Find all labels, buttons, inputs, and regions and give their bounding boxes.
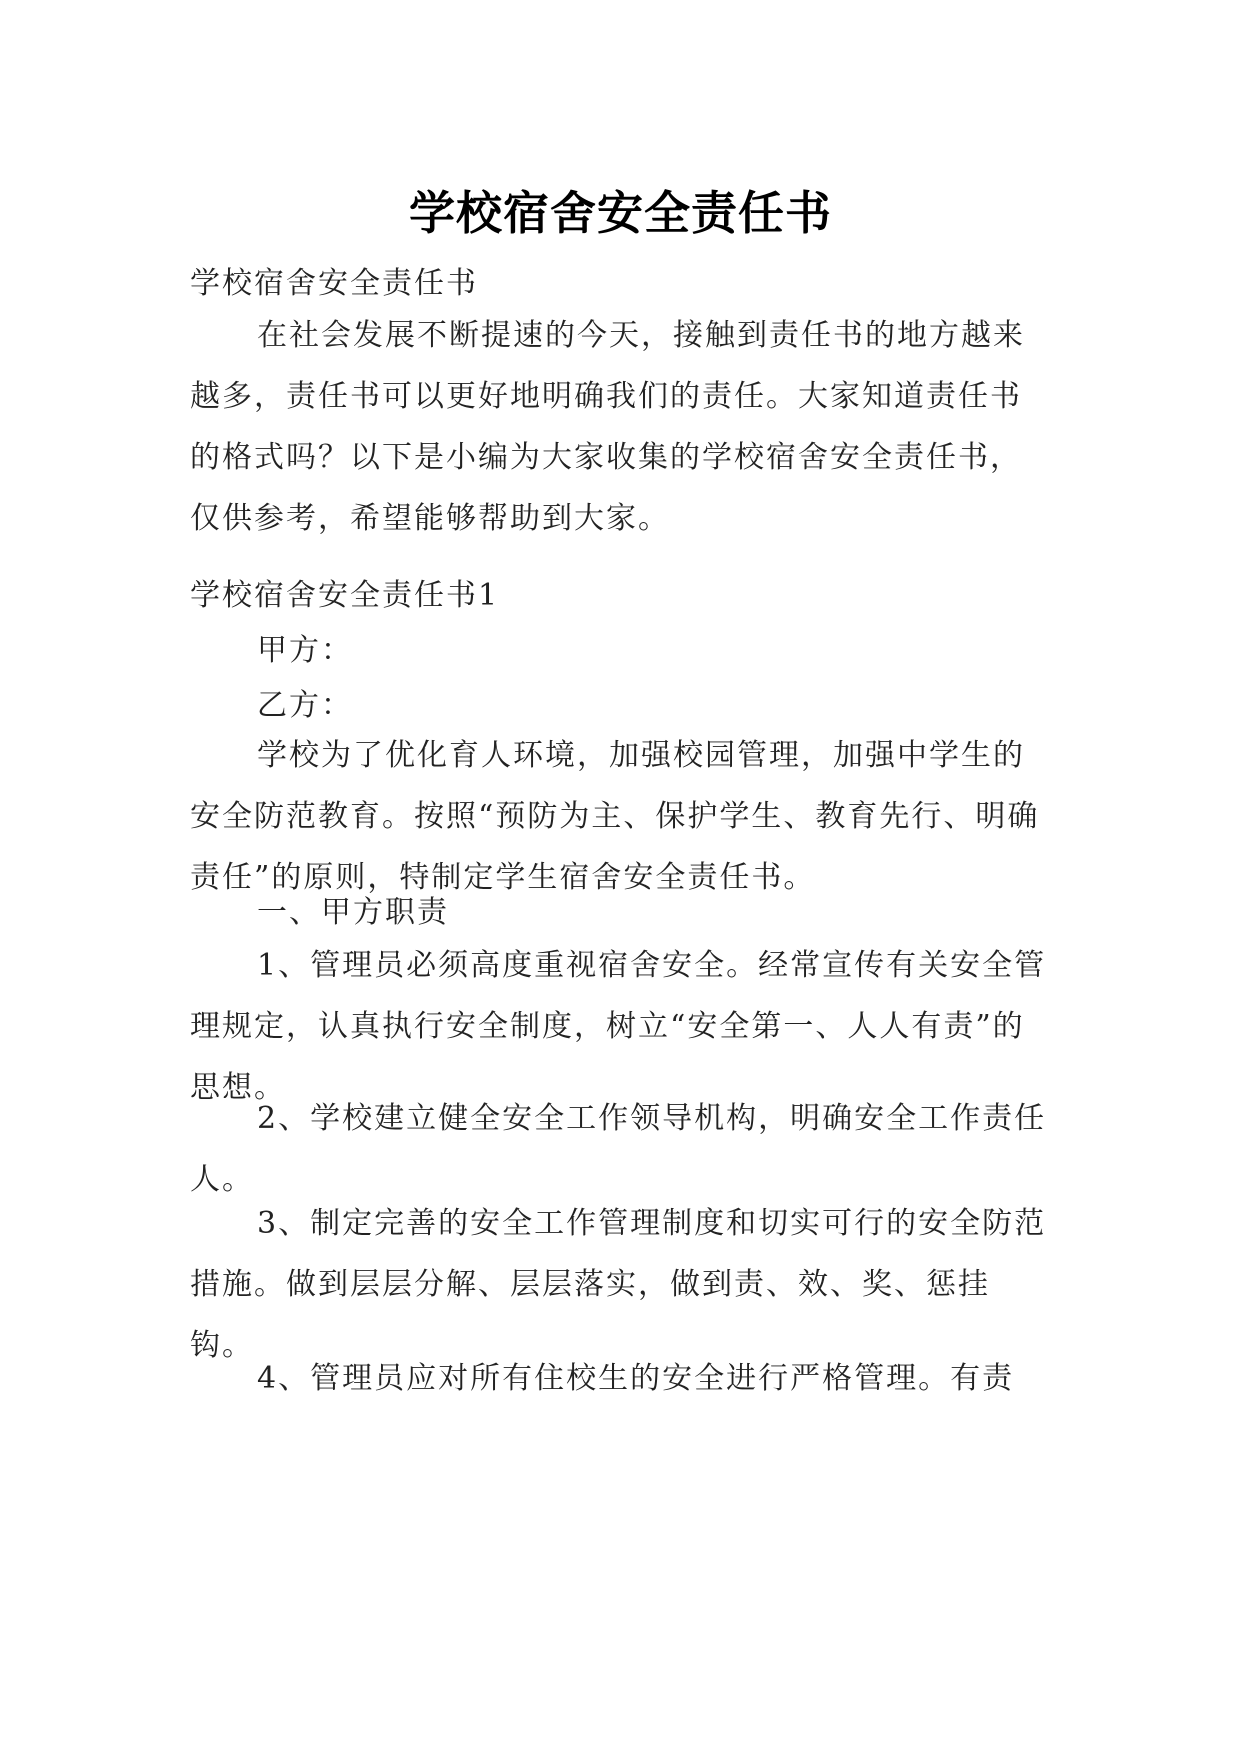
duty-item-2: 2、学校建立健全安全工作领导机构，明确安全工作责任人。 bbox=[190, 1101, 1047, 1197]
duty-item-3: 3、制定完善的安全工作管理制度和切实可行的安全防范措施。做到层层分解、层层落实，做到责、效、奖、惩挂钩。 bbox=[190, 1206, 1047, 1363]
duty-item-4: 4、管理员应对所有住校生的安全进行严格管理。有责 bbox=[257, 1361, 1015, 1396]
duty-heading: 一、甲方职责 bbox=[257, 895, 449, 930]
purpose-paragraph: 学校为了优化育人环境，加强校园管理，加强中学生的安全防范教育。按照“预防为主、保护学生、教育先行、明确责任”的原则，特制定学生宿舍安全责任书。 bbox=[190, 738, 1040, 895]
duty-item-1: 1、管理员必须高度重视宿舍安全。经常宣传有关安全管理规定，认真执行安全制度，树立“安全第一、人人有责”的思想。 bbox=[190, 948, 1047, 1105]
party-a-label: 甲方： bbox=[257, 633, 353, 668]
section-heading: 学校宿舍安全责任书1 bbox=[190, 578, 500, 613]
party-b-label: 乙方： bbox=[257, 688, 353, 723]
intro-paragraph: 在社会发展不断提速的今天，接触到责任书的地方越来越多，责任书可以更好地明确我们的责任。大家知道责任书的格式吗？以下是小编为大家收集的学校宿舍安全责任书，仅供参考，希望能够帮助到大家。 bbox=[190, 318, 1025, 536]
document-title: 学校宿舍安全责任书 bbox=[409, 185, 832, 240]
document-subtitle: 学校宿舍安全责任书 bbox=[190, 266, 478, 301]
